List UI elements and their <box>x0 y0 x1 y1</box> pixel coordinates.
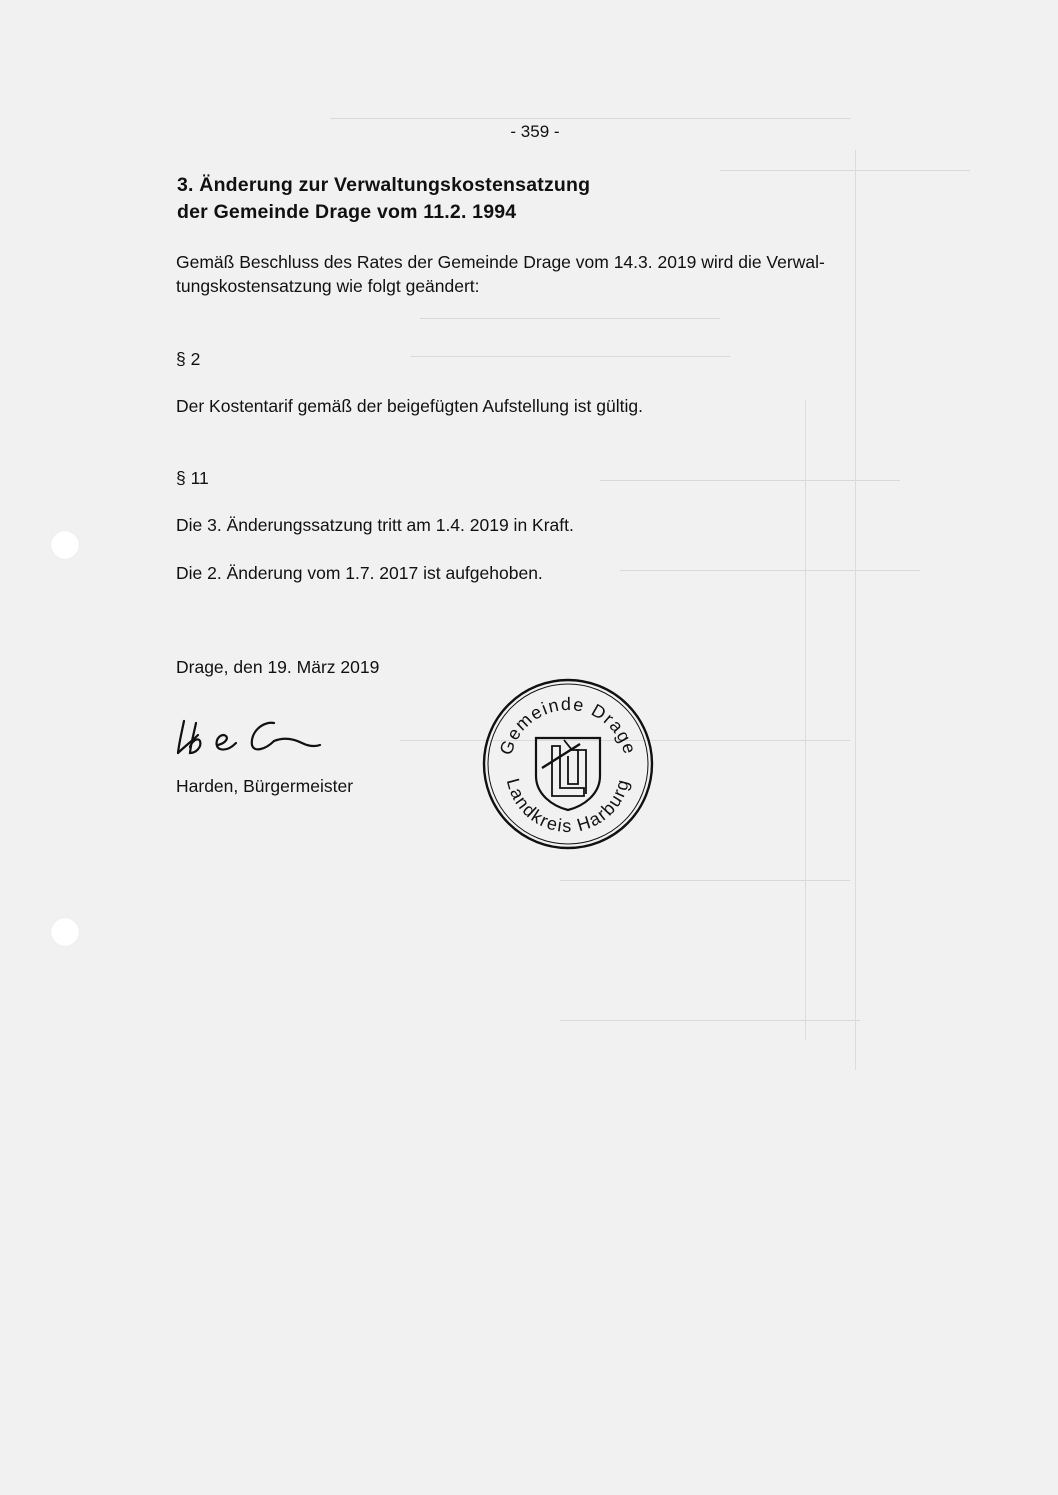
title-line-1: 3. Änderung zur Verwaltungskostensatzung <box>177 174 591 196</box>
show-through-line <box>620 570 920 571</box>
intro-paragraph <box>176 250 825 298</box>
section-2-text: Der Kostentarif gemäß der beigefügten Aufstellung ist gültig. <box>176 396 643 416</box>
section-11-text-2: Die 2. Änderung vom 1.7. 2017 ist aufgehoben. <box>176 563 543 583</box>
punch-hole <box>50 530 80 560</box>
show-through-line <box>805 400 806 1040</box>
svg-text:Landkreis Harburg: Landkreis Harburg <box>502 776 634 837</box>
document-title <box>177 172 590 226</box>
svg-text:Gemeinde Drage: Gemeinde Drage <box>495 693 641 758</box>
title-line-2: der Gemeinde Drage vom 11.2. 1994 <box>177 201 517 223</box>
page-number: - 359 - <box>510 122 560 141</box>
show-through-line <box>720 170 970 171</box>
section-heading-11: § 11 <box>176 468 209 488</box>
show-through-line <box>420 318 720 319</box>
show-through-line <box>330 118 850 119</box>
signatory-name: Harden, Bürgermeister <box>176 776 354 796</box>
show-through-line <box>560 1020 860 1021</box>
section-11-text-1: Die 3. Änderungssatzung tritt am 1.4. 2019 in Kraft. <box>176 515 574 535</box>
section-heading-2: § 2 <box>176 349 201 369</box>
municipal-seal <box>480 676 656 852</box>
intro-line-2: tungskostensatzung wie folgt geändert: <box>176 276 480 296</box>
show-through-line <box>855 150 856 1070</box>
punch-hole <box>50 917 80 947</box>
show-through-line <box>410 356 730 357</box>
intro-line-1: Gemäß Beschluss des Rates der Gemeinde Drage vom 14.3. 2019 wird die Verwal- <box>176 252 825 272</box>
place-date: Drage, den 19. März 2019 <box>176 657 380 677</box>
show-through-line <box>560 880 850 881</box>
handwritten-signature <box>170 707 330 763</box>
